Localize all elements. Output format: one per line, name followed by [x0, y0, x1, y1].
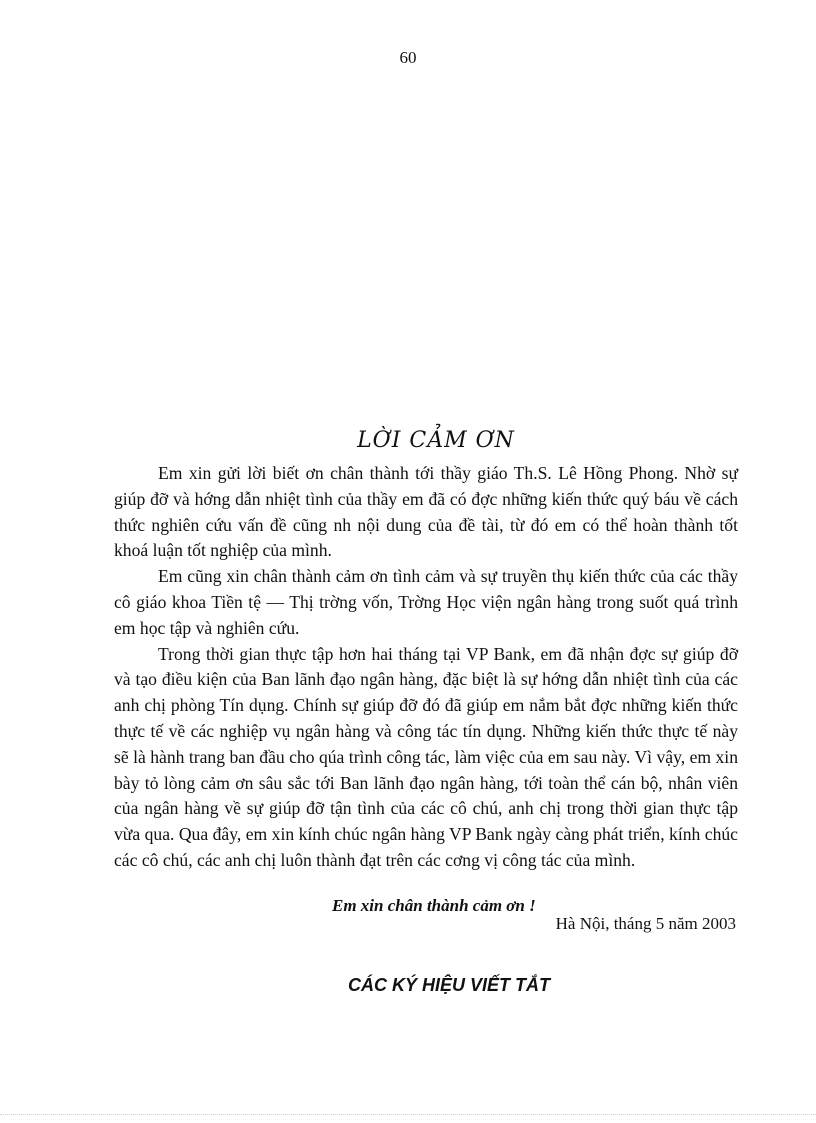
- acknowledgement-body: [114, 461, 738, 874]
- acknowledgement-title: LỜI CẢM ƠN: [357, 428, 515, 453]
- paragraph-1: Em xin gửi lời biết ơn chân thành tới thầy giáo Th.S. Lê Hồng Phong. Nhờ sự giúp đỡ và hớng dẫn nhiệt tình của thầy em đã có đợc những kiến thức quý báu về cách thức nghiên cứu vấn đề cũng nh nội dung của đề tài, từ đó em có thể hoàn thành tốt khoá luận tốt nghiệp của mình.: [114, 463, 738, 561]
- place-date: Hà Nội, tháng 5 năm 2003: [555, 914, 736, 933]
- bottom-divider: [0, 1114, 816, 1115]
- paragraph-3: Trong thời gian thực tập hơn hai tháng tại VP Bank, em đã nhận đợc sự giúp đỡ và tạo điều kiện của Ban lãnh đạo ngân hàng, đặc biệt là sự hớng dẫn nhiệt tình của các anh chị phòng Tín dụng. Chính sự giúp đỡ đó đã giúp em nắm bắt đợc những kiến thức thực tế về các nghiệp vụ ngân hàng và công tác tín dụng. Những kiến thức thực tế này sẽ là hành trang ban đầu cho qúa trình công tác, làm việc của em sau này. Vì vậy, em xin bày tỏ lòng cảm ơn sâu sắc tới Ban lãnh đạo ngân hàng, tới toàn thể cán bộ, nhân viên của ngân hàng về sự giúp đỡ tận tình của các cô chú, anh chị trong thời gian thực tập vừa qua. Qua đây, em xin kính chúc ngân hàng VP Bank ngày càng phát triển, kính chúc các cô chú, các anh chị luôn thành đạt trên các cơng vị công tác của mình.: [114, 643, 738, 870]
- page-number: 60: [399, 48, 417, 67]
- paragraph-2: Em cũng xin chân thành cảm ơn tình cảm và sự truyền thụ kiến thức của các thầy cô giáo khoa Tiền tệ — Thị trờng vốn, Trờng Học viện ngân hàng trong suốt quá trình em học tập và nghiên cứu.: [114, 566, 738, 638]
- closing-thanks: Em xin chân thành cảm ơn !: [332, 896, 536, 915]
- abbreviations-heading: CÁC KÝ HIỆU VIẾT TẮT: [347, 975, 550, 995]
